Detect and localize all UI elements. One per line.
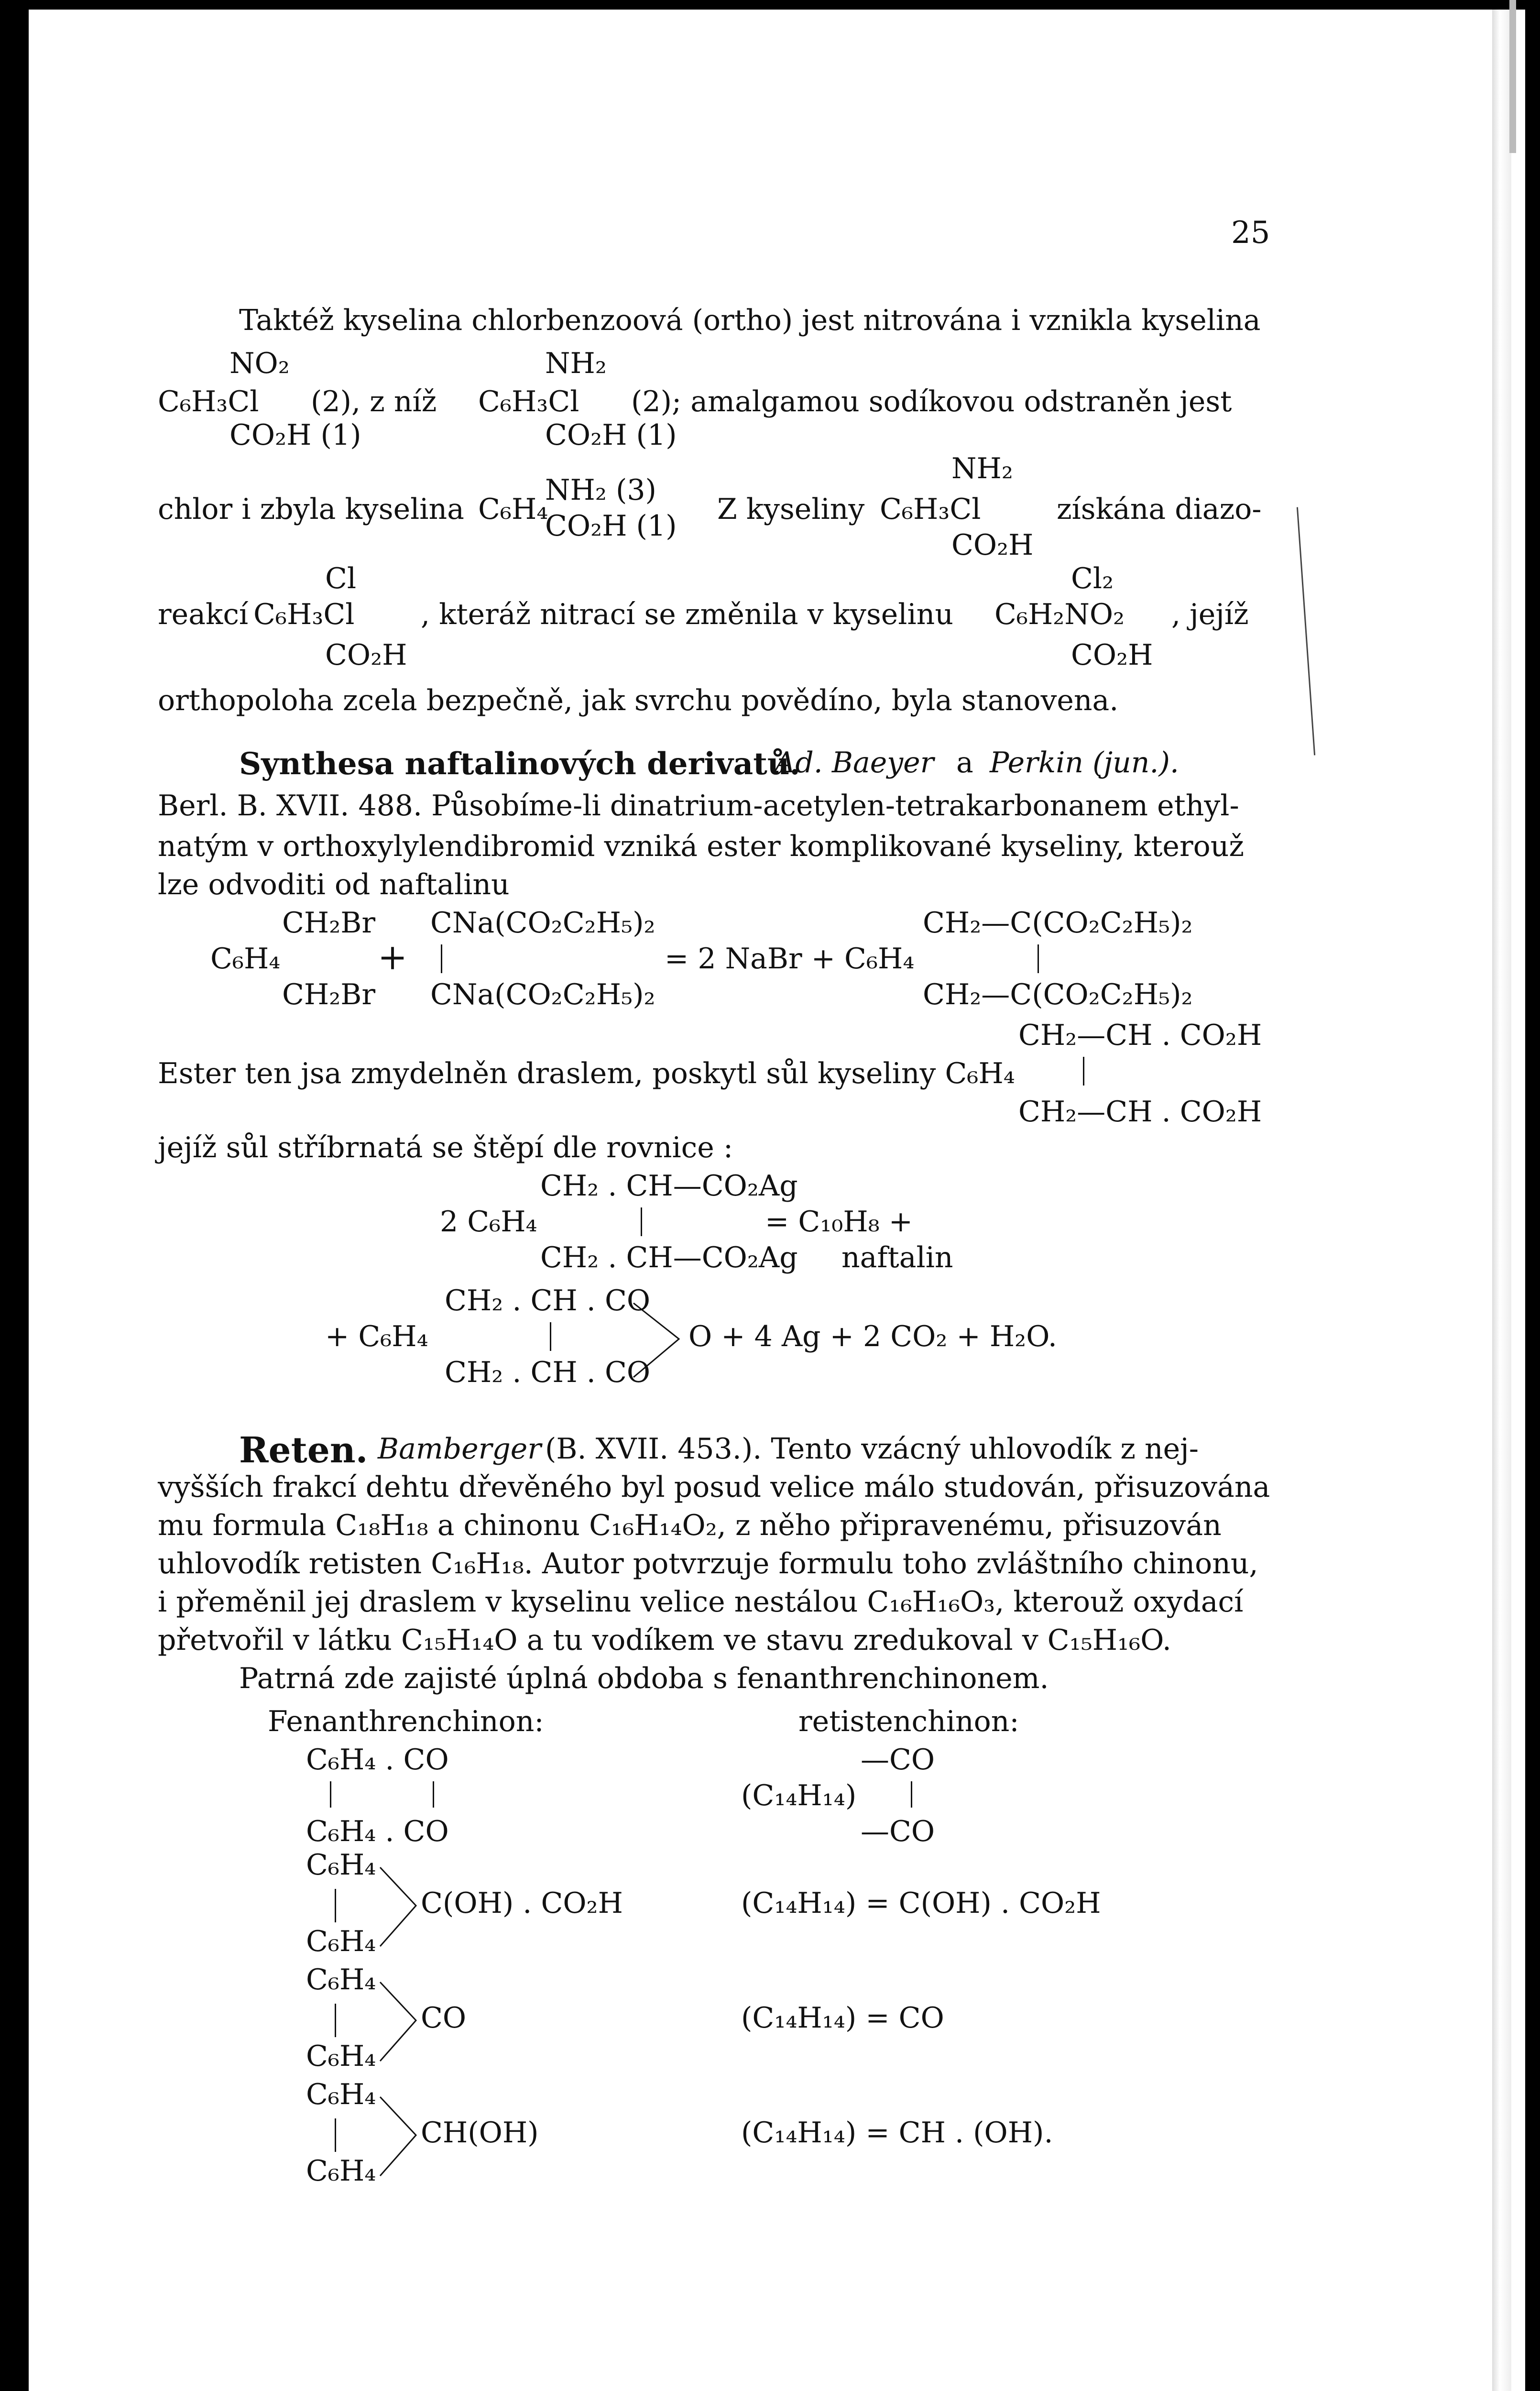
formula: CH(OH) <box>421 2116 539 2150</box>
text-line: (B. XVII. 453.). Tento vzácný uhlovodík z nej- <box>545 1432 1199 1466</box>
formula: (C₁₄H₁₄) = C(OH) . CO₂H <box>741 1886 1101 1920</box>
formula: C₆H₃Cl <box>880 493 981 526</box>
formula: CO₂H <box>951 528 1034 562</box>
formula: O + 4 Ag + 2 CO₂ + H₂O. <box>688 1320 1057 1353</box>
page-fold <box>1509 0 1516 153</box>
formula: (C₁₄H₁₄) = CH . (OH). <box>741 2116 1053 2150</box>
text-line: , jejíž <box>1171 598 1249 631</box>
bond-line <box>641 1207 642 1236</box>
text-line: natým v orthoxylylendibromid vzniká ester komplikované kyseliny, kterouž <box>158 830 1245 863</box>
formula: CNa(CO₂C₂H₅)₂ <box>430 978 655 1011</box>
text-line: chlor i zbyla kyselina <box>158 493 464 526</box>
section-heading: Synthesa naftalinových derivatů. <box>239 746 800 782</box>
author: Ad. Baeyer <box>775 746 934 779</box>
formula: NO₂ <box>229 347 290 380</box>
page-edge <box>1492 10 1511 2391</box>
formula: CH₂Br <box>282 978 376 1011</box>
bond-line <box>335 2004 336 2037</box>
bracket <box>378 1980 426 2066</box>
bracket <box>378 1865 426 1951</box>
text-line: jejíž sůl stříbrnatá se štěpí dle rovnice : <box>158 1131 733 1164</box>
bond-line <box>441 944 442 973</box>
text-line: Ester ten jsa zmydelněn draslem, poskytl sůl kyseliny C₆H₄ <box>158 1057 1015 1090</box>
formula: CH₂ . CH—CO₂Ag <box>540 1169 798 1203</box>
formula: NH₂ <box>951 452 1013 485</box>
text-line: vyšších frakcí dehtu dřevěného byl posud velice málo studován, přisuzována <box>158 1470 1270 1504</box>
bond-line <box>1038 944 1039 973</box>
column-title: retistenchinon: <box>798 1705 1019 1738</box>
formula: CO <box>421 2001 467 2035</box>
text-line: Patrná zde zajisté úplná obdoba s fenanthrenchinonem. <box>239 1662 1049 1695</box>
text-line: Taktéž kyselina chlorbenzoová (ortho) jest nitrována i vznikla kyselina <box>239 304 1261 337</box>
formula: C₆H₃Cl <box>253 598 355 631</box>
text-line: orthopoloha zcela bezpečně, jak svrchu povědíno, byla stanovena. <box>158 684 1119 717</box>
formula: C₆H₄ <box>478 493 548 526</box>
formula: CH₂ . CH—CO₂Ag <box>540 1241 798 1274</box>
formula: C₆H₄ <box>306 2154 376 2188</box>
formula: CH₂—CH . CO₂H <box>1018 1095 1262 1129</box>
formula: + C₆H₄ <box>325 1320 428 1353</box>
formula: —CO <box>861 1743 935 1777</box>
text-line: , kteráž nitrací se změnila v kyselinu <box>421 598 953 631</box>
formula: CO₂H (1) <box>545 509 677 543</box>
formula: CH₂ . CH . CO <box>445 1284 651 1317</box>
formula: CNa(CO₂C₂H₅)₂ <box>430 906 655 940</box>
formula: CH₂—CH . CO₂H <box>1018 1019 1262 1052</box>
formula: C₆H₄ <box>306 2040 376 2073</box>
conjunction: a <box>956 746 973 779</box>
formula: —CO <box>861 1815 935 1848</box>
formula: CH₂—C(CO₂C₂H₅)₂ <box>923 906 1193 940</box>
text-line: lze odvoditi od naftalinu <box>158 868 510 901</box>
formula: CH₂ . CH . CO <box>445 1356 651 1389</box>
text-line: Berl. B. XVII. 488. Působíme-li dinatrium-acetylen-tetrakarbonanem ethyl- <box>158 789 1239 823</box>
author: Bamberger <box>378 1432 541 1466</box>
text-line: přetvořil v látku C₁₅H₁₄O a tu vodíkem ve stavu zredukoval v C₁₅H₁₆O. <box>158 1623 1171 1657</box>
formula: NH₂ <box>545 347 607 380</box>
text-line: získána diazo- <box>1057 493 1262 526</box>
bond-line <box>335 1889 336 1922</box>
text-line: uhlovodík retisten C₁₆H₁₈. Autor potvrzuje formulu toho zvláštního chinonu, <box>158 1547 1258 1580</box>
text-line: reakcí <box>158 598 249 631</box>
formula: C₆H₃Cl <box>158 385 259 418</box>
formula: CO₂H (1) <box>229 418 361 452</box>
plus: + <box>378 937 408 978</box>
bond-line <box>330 1781 331 1808</box>
formula: C₆H₃Cl <box>478 385 579 418</box>
bond-line <box>433 1781 434 1808</box>
formula: CO₂H <box>325 638 407 672</box>
page-number: 25 <box>1231 215 1270 251</box>
formula: 2 C₆H₄ <box>440 1205 537 1239</box>
formula: CH₂Br <box>282 906 376 940</box>
formula: (C₁₄H₁₄) = CO <box>741 2001 944 2035</box>
bond-line <box>1083 1057 1084 1086</box>
formula: C(OH) . CO₂H <box>421 1886 623 1920</box>
formula: = 2 NaBr + C₆H₄ <box>665 942 915 976</box>
formula: C₆H₂NO₂ <box>994 598 1125 631</box>
formula: C₆H₄ <box>306 2078 376 2111</box>
formula: Cl₂ <box>1071 562 1114 595</box>
text-line: i přeměnil jej draslem v kyselinu velice nestálou C₁₆H₁₆O₃, kterouž oxydací <box>158 1585 1244 1619</box>
section-heading: Reten. <box>239 1430 368 1471</box>
formula: = C₁₀H₈ + <box>765 1205 913 1239</box>
text-line: Z kyseliny <box>717 493 865 526</box>
formula: CO₂H (1) <box>545 418 677 452</box>
text-line: (2); amalgamou sodíkovou odstraněn jest <box>631 385 1232 418</box>
formula: C₆H₄ <box>306 1963 376 1996</box>
formula: Cl <box>325 562 357 595</box>
formula: CH₂—C(CO₂C₂H₅)₂ <box>923 978 1193 1011</box>
column-title: Fenanthrenchinon: <box>268 1705 544 1738</box>
bond-line <box>911 1781 912 1808</box>
formula: C₆H₄ . CO <box>306 1743 449 1777</box>
bracket <box>378 2095 426 2181</box>
formula: C₆H₄ . CO <box>306 1815 449 1848</box>
formula: CO₂H <box>1071 638 1153 672</box>
bond-line <box>550 1322 551 1351</box>
formula: NH₂ (3) <box>545 473 656 507</box>
bond-line <box>335 2118 336 2152</box>
text-line: mu formula C₁₈H₁₈ a chinonu C₁₆H₁₄O₂, z něho připravenému, přisuzován <box>158 1509 1222 1542</box>
formula: C₆H₄ <box>210 942 281 976</box>
author: Perkin (jun.). <box>990 746 1179 779</box>
text-line: (2), z níž <box>311 385 437 418</box>
formula: C₆H₄ <box>306 1925 376 1958</box>
formula: (C₁₄H₁₄) <box>741 1779 857 1812</box>
caption: naftalin <box>841 1241 953 1274</box>
formula: C₆H₄ <box>306 1848 376 1882</box>
